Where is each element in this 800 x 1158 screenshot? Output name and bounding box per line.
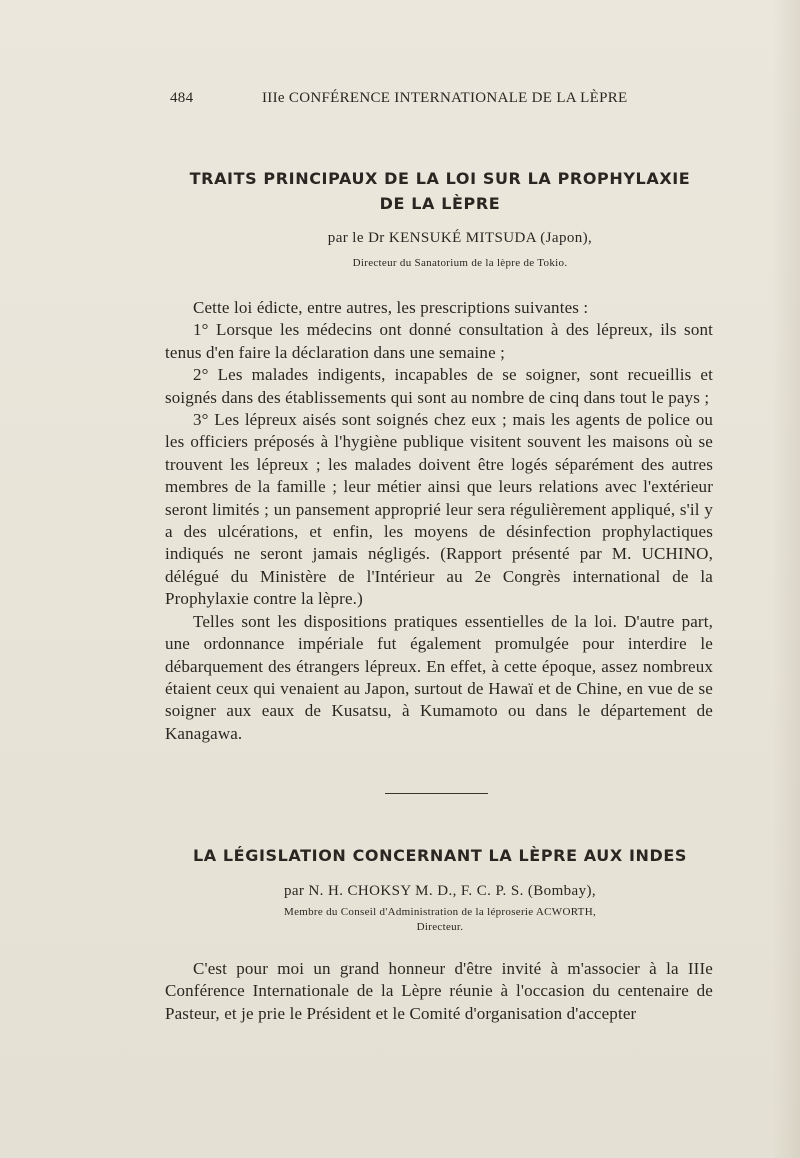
article1-byline: par le Dr KENSUKÉ MITSUDA (Japon), xyxy=(327,230,593,246)
article1-paragraph: 1° Lorsque les médecins ont donné consultation à des lépreux, ils sont tenus d'en faire la déclaration dans une semaine ; xyxy=(165,320,713,362)
section-divider xyxy=(385,793,488,794)
article1-title-line1: TRAITS PRINCIPAUX DE LA LOI SUR LA PROPHYLAXIE xyxy=(189,169,691,188)
article2-byline: par N. H. CHOKSY M. D., F. C. P. S. (Bombay), xyxy=(283,883,597,899)
page-number: 484 xyxy=(170,90,194,106)
article2-affiliation xyxy=(230,905,650,935)
article2-paragraph: C'est pour moi un grand honneur d'être invité à m'associer à la IIIe Conférence Internationale de la Lèpre réunie à l'occasion du centenaire de Pasteur, et je prie le Président et le Comité d'organisation d'accepter xyxy=(165,959,713,1023)
article1-affiliation: Directeur du Sanatorium de la lèpre de Tokio. xyxy=(352,257,568,269)
article2-title: LA LÉGISLATION CONCERNANT LA LÈPRE AUX INDES xyxy=(192,846,688,865)
article1-title-line2: DE LA LÈPRE xyxy=(379,194,501,213)
article1-paragraph: 3° Les lépreux aisés sont soignés chez eux ; mais les agents de police ou les officiers préposés à l'hygiène publique visitent souvent les maisons où se trouvent les lépreux ; les malades doivent être logés séparément des autres membres de la famille ; leur métier ainsi que leurs relations avec l'extérieur seront limités ; un pansement approprié leur sera régulièrement appliqué, s'il y a des ulcérations, et enfin, les moyens de désinfection prophylactiques indiqués ne seront jamais négligés. (Rapport présenté par M. UCHINO, délégué du Ministère de l'Intérieur au 2e Congrès international de la Prophylaxie contre la lèpre.) xyxy=(165,410,713,609)
article1-title xyxy=(170,166,710,216)
article2-affiliation-line2: Directeur. xyxy=(416,921,464,933)
running-title: IIIe CONFÉRENCE INTERNATIONALE DE LA LÈPRE xyxy=(262,90,628,106)
article2-body xyxy=(165,958,713,1025)
article2-affiliation-line1: Membre du Conseil d'Administration de la léproserie ACWORTH, xyxy=(284,906,596,918)
article1-body xyxy=(165,297,713,745)
article1-paragraph: Cette loi édicte, entre autres, les prescriptions suivantes : xyxy=(193,298,589,317)
article1-paragraph: 2° Les malades indigents, incapables de se soigner, sont recueillis et soignés dans des établissements qui sont au nombre de cinq dans tout le pays ; xyxy=(165,365,713,407)
article1-paragraph: Telles sont les dispositions pratiques essentielles de la loi. D'autre part, une ordonnance impériale fut également promulgée pour interdire le débarquement des étrangers lépreux. En effet, à cette époque, assez nombreux étaient ceux qui venaient au Japon, surtout de Hawaï et de Chine, en vue de se soigner aux eaux de Kusatsu, à Kumamoto ou dans le département de Kanagawa. xyxy=(165,611,713,743)
page-spine-shadow xyxy=(772,0,800,1158)
